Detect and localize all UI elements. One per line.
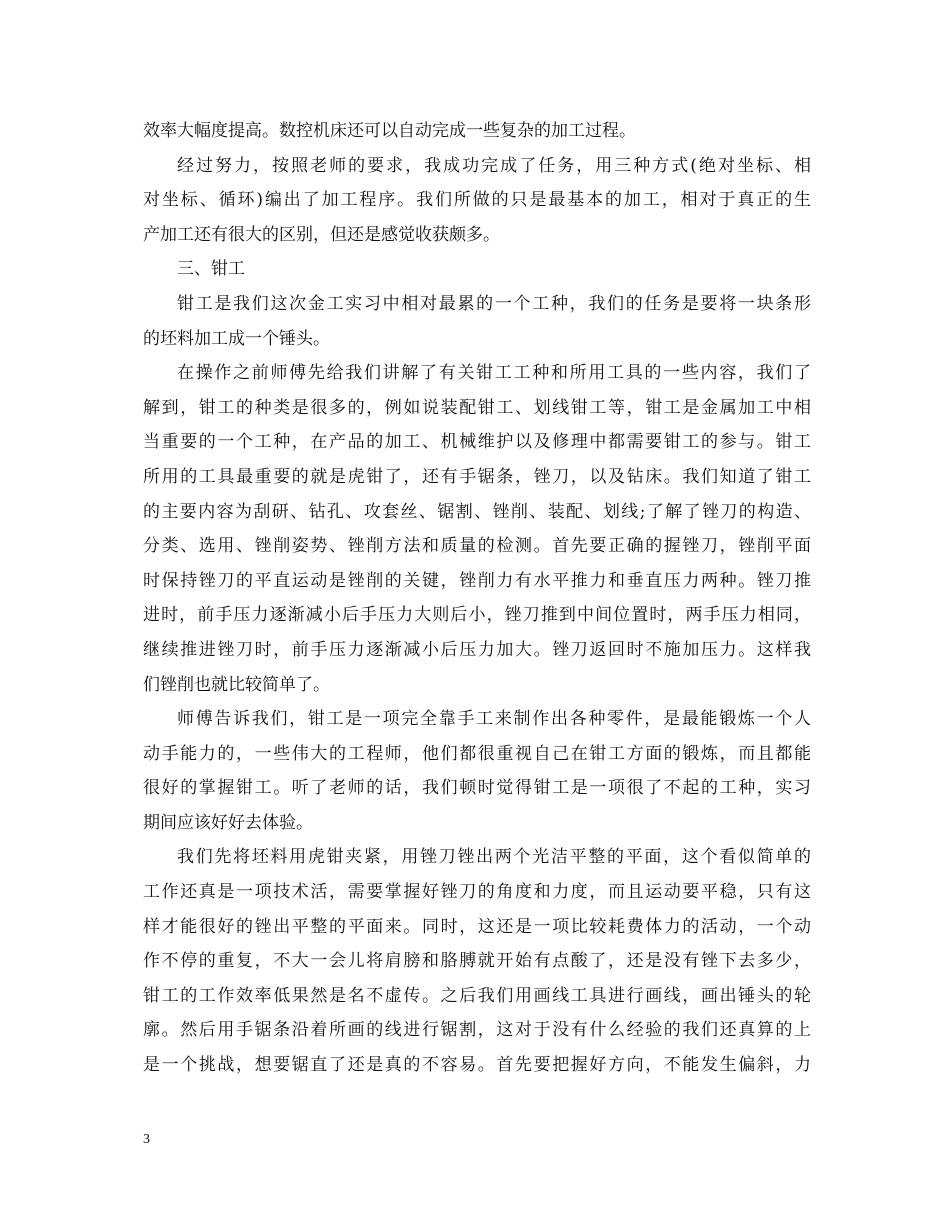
text-line: 所用的工具最重要的就是虎钳了，还有手锯条，锉刀，以及钻床。我们知道了钳工: [143, 466, 811, 487]
text-line: 继续推进锉刀时，前手压力逐渐减小后压力加大。锉刀返回时不施加压力。这样我: [143, 639, 811, 660]
text-line: 样才能很好的锉出平整的平面来。同时，这还是一项比较耗费体力的活动，一个动: [143, 916, 811, 937]
text-line: 对坐标、循环)编出了加工程序。我们所做的只是最基本的加工，相对于真正的生: [143, 190, 811, 211]
text-line: 作不停的重复，不大一会儿将肩膀和胳膊就开始有点酸了，还是没有锉下去多少，: [143, 951, 811, 972]
text-line: 钳工的工作效率低果然是名不虚传。之后我们用画线工具进行画线，画出锤头的轮: [143, 985, 811, 1006]
text-line: 工作还真是一项技术活，需要掌握好锉刀的角度和力度，而且运动要平稳，只有这: [143, 882, 811, 903]
text-line: 在操作之前师傅先给我们讲解了有关钳工工种和所用工具的一些内容，我们了: [177, 363, 811, 384]
text-line: 廓。然后用手锯条沿着所画的线进行锯割，这对于没有什么经验的我们还真算的上: [143, 1020, 811, 1041]
text-line: 期间应该好好去体验。: [143, 812, 313, 833]
text-line: 当重要的一个工种，在产品的加工、机械维护以及修理中都需要钳工的参与。钳工: [143, 432, 811, 453]
page-number: 3: [143, 1132, 150, 1147]
text-line: 动手能力的，一些伟大的工程师，他们都很重视自己在钳工方面的锻炼，而且都能: [143, 743, 811, 764]
text-line: 经过努力，按照老师的要求，我成功完成了任务，用三种方式(绝对坐标、相: [177, 155, 811, 176]
body-text: [143, 114, 811, 1083]
text-line: 我们先将坯料用虎钳夹紧，用锉刀锉出两个光洁平整的平面，这个看似简单的: [177, 847, 811, 868]
text-line: 们锉削也就比较简单了。: [143, 674, 330, 695]
text-line: 时保持锉刀的平直运动是锉削的关键，锉削力有水平推力和垂直压力两种。锉刀推: [143, 570, 811, 591]
text-line: 师傅告诉我们，钳工是一项完全靠手工来制作出各种零件，是最能锻炼一个人: [177, 709, 811, 730]
text-line: 进时，前手压力逐渐减小后手压力大则后小，锉刀推到中间位置时，两手压力相同，: [143, 605, 811, 626]
text-line: 是一个挑战，想要锯直了还是真的不容易。首先要把握好方向，不能发生偏斜，力: [143, 1055, 811, 1076]
text-line: 分类、选用、锉削姿势、锉削方法和质量的检测。首先要正确的握锉刀，锉削平面: [143, 536, 811, 557]
text-line: 的主要内容为刮研、钻孔、攻套丝、锯割、锉削、装配、划线;了解了锉刀的构造、: [143, 501, 811, 522]
text-line: 效率大幅度提高。数控机床还可以自动完成一些复杂的加工过程。: [143, 121, 636, 141]
section-heading: 三、钳工: [177, 259, 245, 280]
text-line: 产加工还有很大的区别，但还是感觉收获颇多。: [143, 224, 500, 245]
text-line: 解到，钳工的种类是很多的，例如说装配钳工、划线钳工等，钳工是金属加工中相: [143, 397, 811, 418]
text-line: 的坯料加工成一个锤头。: [143, 328, 330, 349]
text-line: 钳工是我们这次金工实习中相对最累的一个工种，我们的任务是要将一块条形: [177, 293, 811, 314]
text-line: 很好的掌握钳工。听了老师的话，我们顿时觉得钳工是一项很了不起的工种，实习: [143, 778, 811, 799]
